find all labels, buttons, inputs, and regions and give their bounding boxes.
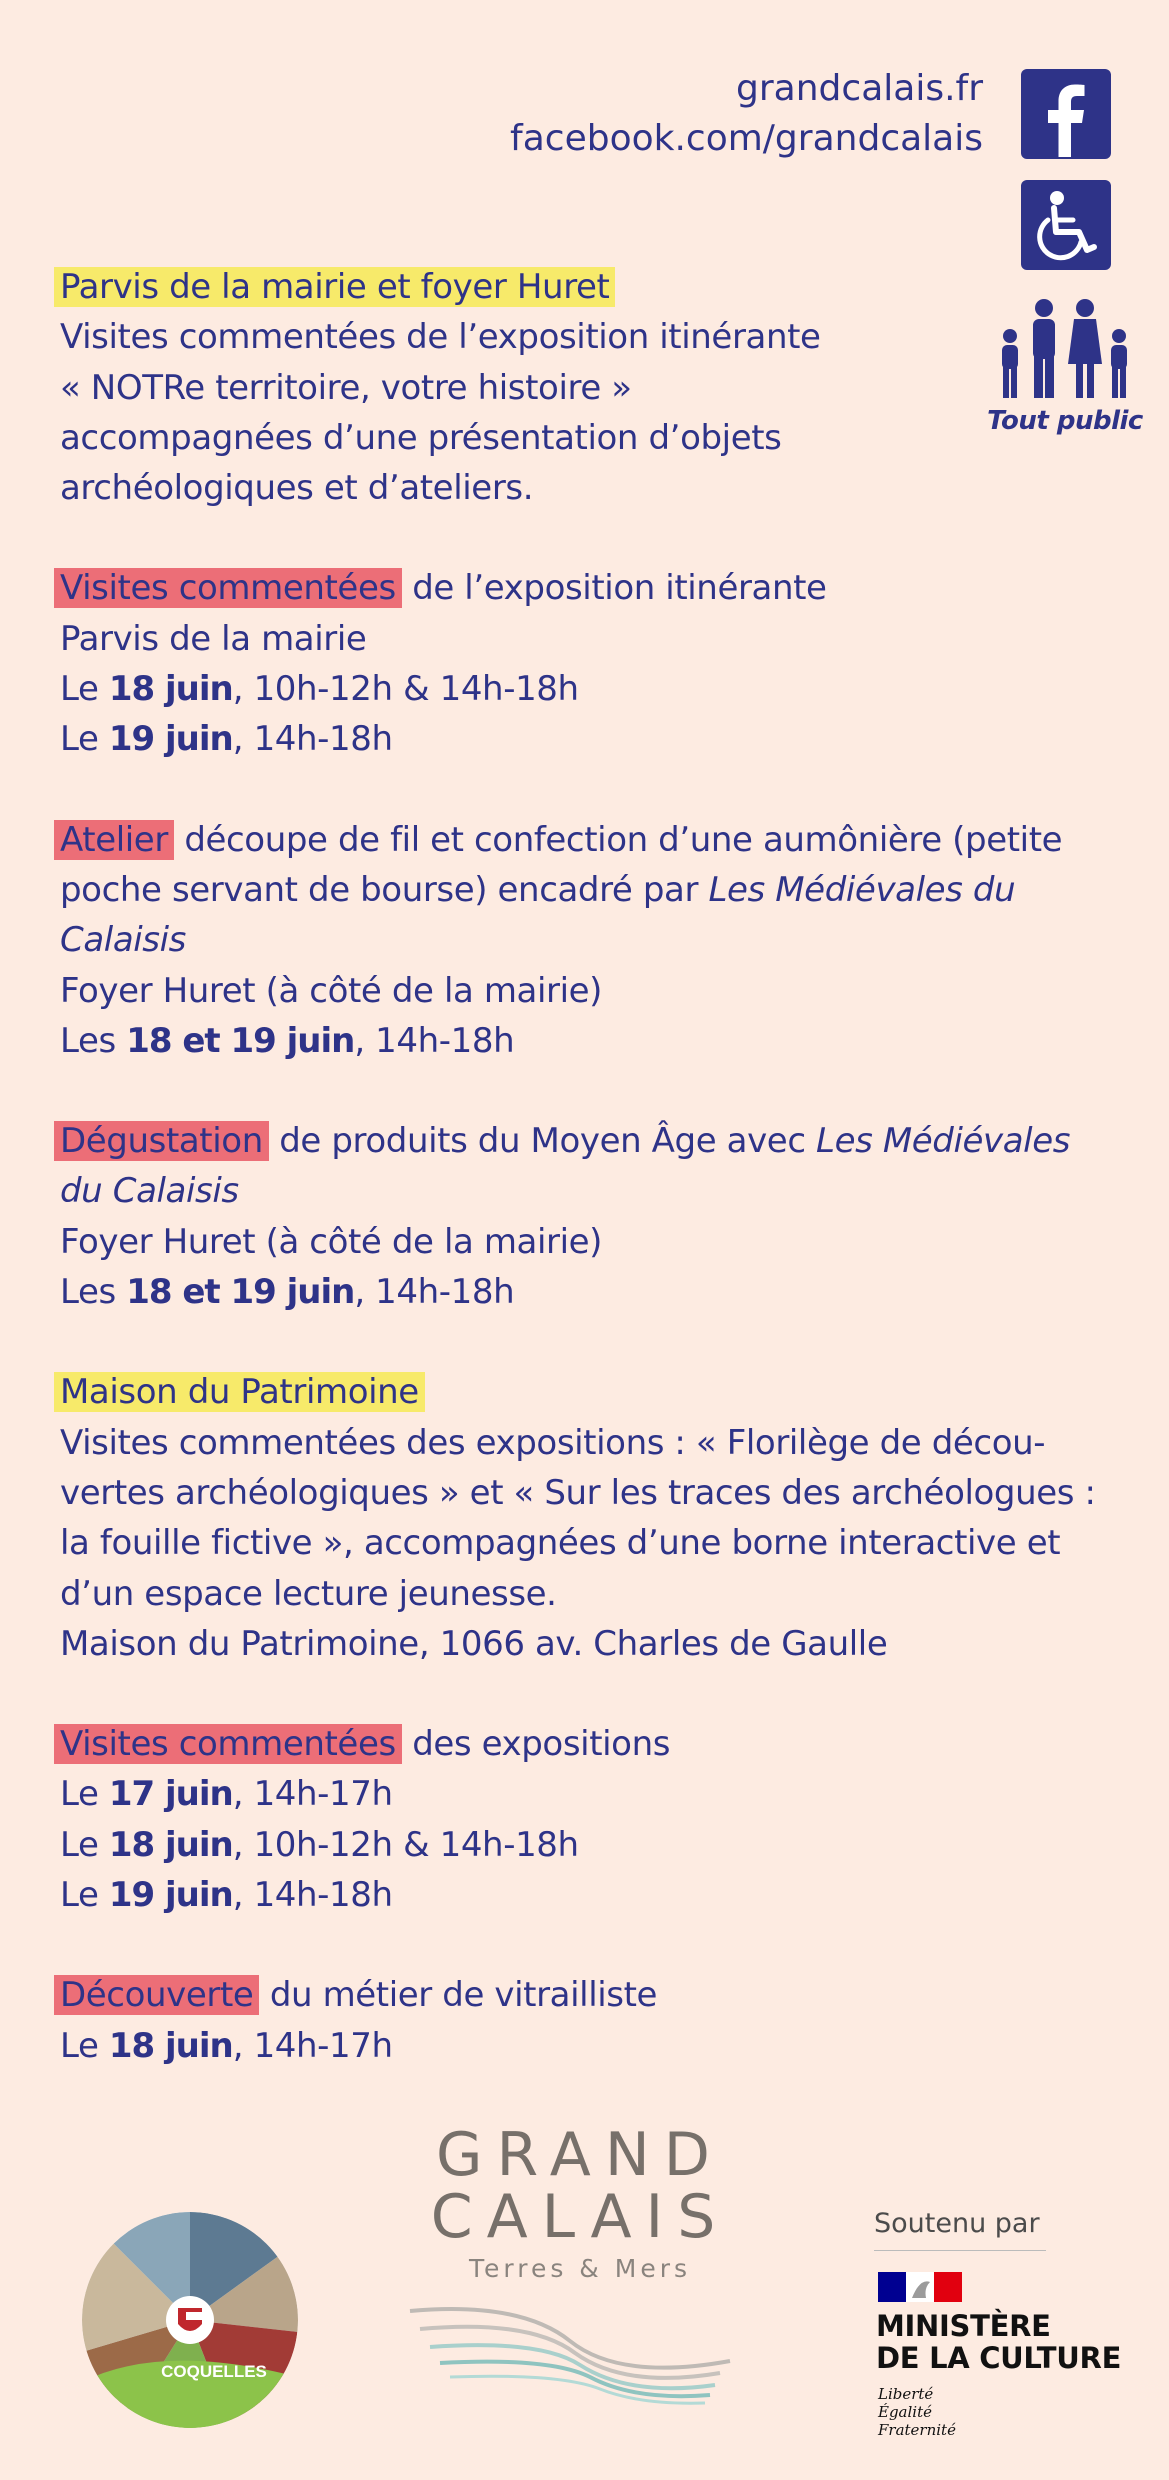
facebook-icon[interactable]	[1021, 69, 1111, 159]
event-degustation: Dégustation de produits du Moyen Âge avec Les Médiévales du Calaisis Foyer Huret (à côté de la mairie) Les 18 et 19 juin, 14h-18h	[60, 1116, 1100, 1317]
event-text: poche servant de bourse) encadré par Les Médiévales du	[60, 869, 1016, 910]
event-tag: Visites commentées	[54, 1724, 402, 1764]
grand-calais-line2: CALAIS	[430, 2182, 730, 2252]
ministry-motto: Liberté Égalité Fraternité	[878, 2385, 956, 2439]
event-text: du Calaisis	[60, 1171, 239, 1212]
section-parvis	[60, 262, 1100, 513]
event-text: des expositions	[401, 1724, 671, 1765]
waves-graphic	[400, 2291, 740, 2411]
facebook-link[interactable]: facebook.com/grandcalais	[510, 118, 983, 159]
support-label: Soutenu par	[874, 2208, 1040, 2239]
contact-info	[510, 64, 983, 164]
event-date: Le 19 juin, 14h-18h	[60, 1875, 393, 1916]
divider	[874, 2250, 1046, 2251]
section-text: Visites commentées des expositions : « Florilège de décou-	[60, 1422, 1046, 1463]
marianne-flag-icon	[878, 2272, 962, 2306]
event-date: Les 18 et 19 juin, 14h-18h	[60, 1272, 515, 1313]
event-date: Les 18 et 19 juin, 14h-18h	[60, 1020, 515, 1061]
grand-calais-logo	[420, 2120, 740, 2415]
event-text: Calaisis	[60, 920, 186, 961]
event-date: Le 18 juin, 10h-12h & 14h-18h	[60, 669, 579, 710]
section-text: la fouille fictive », accompagnées d’une borne interactive et	[60, 1523, 1061, 1564]
event-tag: Visites commentées	[54, 568, 402, 608]
section-text: vertes archéologiques » et « Sur les traces des archéologues :	[60, 1472, 1096, 1513]
event-place: Foyer Huret (à côté de la mairie)	[60, 970, 603, 1011]
event-place: Foyer Huret (à côté de la mairie)	[60, 1221, 603, 1262]
event-date: Le 18 juin, 14h-17h	[60, 2025, 393, 2066]
wheelchair-accessibility-icon	[1021, 180, 1111, 270]
section-text: « NOTRe territoire, votre histoire »	[60, 367, 632, 408]
event-date: Le 18 juin, 10h-12h & 14h-18h	[60, 1824, 579, 1865]
section-text: d’un espace lecture jeunesse.	[60, 1573, 557, 1614]
event-tag: Atelier	[54, 820, 174, 860]
grand-calais-line1: GRAND	[436, 2120, 724, 2190]
event-visites-parvis	[60, 563, 1100, 764]
section-text: archéologiques et d’ateliers.	[60, 468, 534, 509]
section-text: Visites commentées de l’exposition itinérante	[60, 317, 821, 358]
event-text: du métier de vitrailliste	[259, 1975, 658, 2016]
event-visites-expositions	[60, 1719, 1100, 1920]
section-text: accompagnées d’une présentation d’objets	[60, 417, 782, 458]
event-text: découpe de fil et confection d’une aumônière (petite	[173, 819, 1063, 860]
ministry-name: MINISTÈRE DE LA CULTURE	[876, 2309, 1122, 2375]
event-text: de l’exposition itinérante	[401, 568, 827, 609]
event-tag: Découverte	[54, 1975, 259, 2015]
event-place: Parvis de la mairie	[60, 618, 367, 659]
tout-public-label: Tout public	[987, 406, 1143, 436]
section-maison-patrimoine	[60, 1367, 1100, 1669]
section-title: Maison du Patrimoine	[54, 1372, 425, 1412]
event-decouverte	[60, 1970, 1100, 2071]
grand-calais-tagline: Terres & Mers	[468, 2254, 692, 2283]
event-date: Le 19 juin, 14h-18h	[60, 719, 393, 760]
event-tag: Dégustation	[54, 1121, 269, 1161]
event-date: Le 17 juin, 14h-17h	[60, 1774, 393, 1815]
coquelles-logo	[82, 2212, 298, 2428]
program-content	[60, 262, 1100, 2071]
website-link[interactable]: grandcalais.fr	[736, 68, 983, 109]
section-text: Maison du Patrimoine, 1066 av. Charles de Gaulle	[60, 1623, 888, 1664]
coquelles-text: COQUELLES	[161, 2362, 267, 2381]
section-title: Parvis de la mairie et foyer Huret	[54, 267, 615, 307]
event-atelier	[60, 815, 1100, 1066]
event-text: de produits du Moyen Âge avec	[268, 1121, 817, 1162]
